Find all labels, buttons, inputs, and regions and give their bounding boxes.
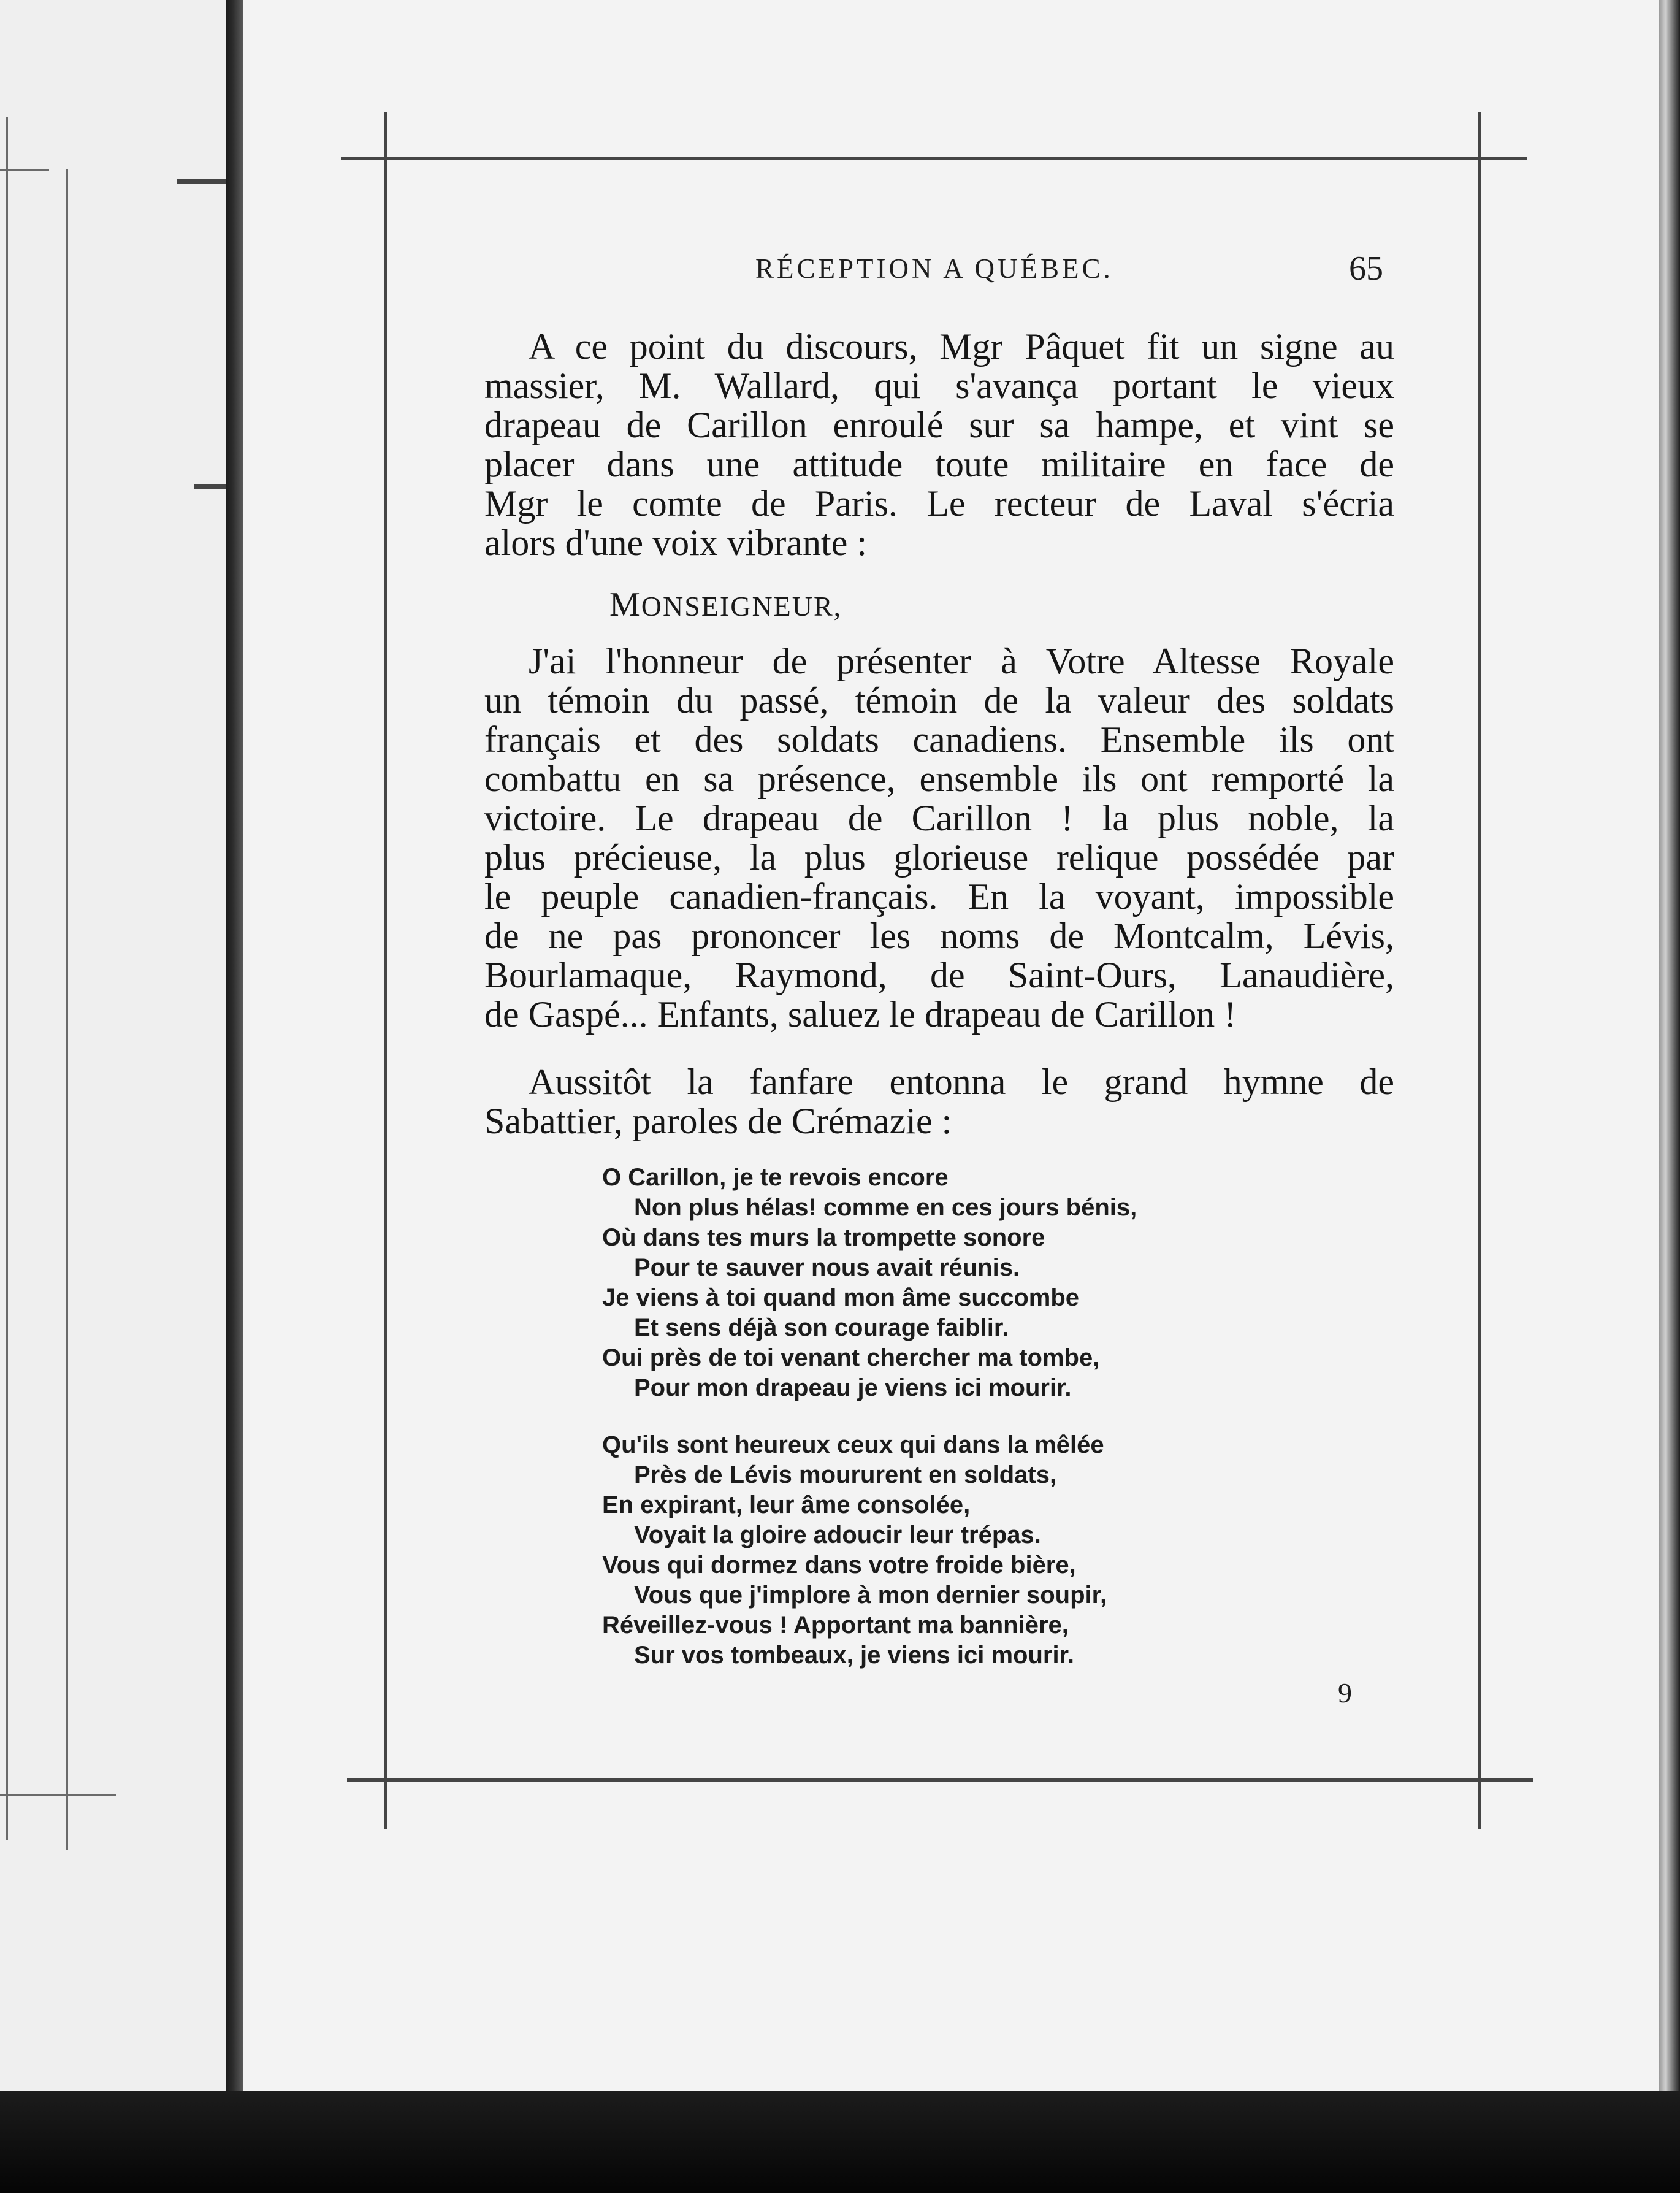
text-line: Aussitôt la fanfare entonna le grand hymne de (529, 1062, 1394, 1102)
paragraph-intro (484, 327, 1394, 562)
page-number: 65 (1349, 250, 1383, 288)
poem-verse: Sur vos tombeaux, je viens ici mourir. (634, 1642, 1075, 1669)
left-page-border (66, 169, 68, 1850)
left-page-border (0, 169, 49, 171)
frame-top-rule (341, 157, 1527, 160)
poem-verse: Voyait la gloire adoucir leur trépas. (634, 1521, 1041, 1548)
right-page (243, 0, 1659, 2091)
scan-bottom-edge (0, 2091, 1680, 2193)
poem-verse: En expirant, leur âme consolée, (602, 1491, 971, 1518)
text-line: placer dans une attitude toute militaire en face de (484, 444, 1394, 484)
left-page-border (6, 117, 8, 1840)
text-line: drapeau de Carillon enroulé sur sa hampe, et vint se (484, 405, 1394, 445)
paragraph-anthem (484, 1062, 1394, 1141)
poem-stanza-2 (602, 1430, 1107, 1671)
text-line: J'ai l'honneur de présenter à Votre Altesse Royale (529, 641, 1394, 681)
text-line: de ne pas prononcer les noms de Montcalm, Lévis, (484, 916, 1394, 956)
text-line: Bourlamaque, Raymond, de Saint-Ours, Lanaudière, (484, 955, 1394, 995)
running-head: RÉCEPTION A QUÉBEC. (755, 253, 1113, 284)
binding-thread (194, 484, 226, 489)
salutation-rest: ONSEIGNEUR, (641, 591, 842, 622)
poem-verse: Non plus hélas! comme en ces jours bénis, (634, 1194, 1137, 1221)
book-spine (226, 0, 243, 2091)
text-line: victoire. Le drapeau de Carillon ! la plus noble, la (484, 798, 1394, 838)
poem-verse: Je viens à toi quand mon âme succombe (602, 1284, 1080, 1311)
text-line: le peuple canadien-français. En la voyant, impossible (484, 876, 1394, 917)
paragraph-speech (484, 641, 1394, 1034)
poem-verse: Et sens déjà son courage faiblir. (634, 1314, 1009, 1341)
text-line: combattu en sa présence, ensemble ils ont remporté la (484, 759, 1394, 799)
poem-verse: Pour mon drapeau je viens ici mourir. (634, 1374, 1072, 1401)
poem-verse: Réveillez-vous ! Apportant ma bannière, (602, 1612, 1069, 1639)
text-line: Sabattier, paroles de Crémazie : (484, 1101, 952, 1141)
poem-verse: O Carillon, je te revois encore (602, 1164, 949, 1191)
text-line: français et des soldats canadiens. Ensemble ils ont (484, 719, 1394, 760)
salutation (609, 585, 842, 624)
poem-verse: Près de Lévis moururent en soldats, (634, 1461, 1057, 1488)
binding-thread (177, 179, 226, 184)
poem-verse: Qu'ils sont heureux ceux qui dans la mêlée (602, 1431, 1104, 1458)
text-line: A ce point du discours, Mgr Pâquet fit un signe au (529, 326, 1394, 367)
poem-verse: Vous qui dormez dans votre froide bière, (602, 1552, 1076, 1579)
text-line: Mgr le comte de Paris. Le recteur de Laval s'écria (484, 483, 1394, 524)
text-line: un témoin du passé, témoin de la valeur des soldats (484, 680, 1394, 721)
signature-mark: 9 (1338, 1677, 1352, 1709)
poem-verse: Vous que j'implore à mon dernier soupir, (634, 1582, 1107, 1609)
left-page (0, 0, 227, 2091)
text-line: plus précieuse, la plus glorieuse relique possédée par (484, 837, 1394, 878)
poem-verse: Oui près de toi venant chercher ma tombe, (602, 1344, 1100, 1371)
poem-stanza-1 (602, 1163, 1137, 1403)
frame-left-rule (384, 112, 387, 1829)
frame-right-rule (1478, 112, 1481, 1829)
salutation-initial: M (609, 586, 641, 624)
frame-bottom-rule (347, 1778, 1533, 1782)
page-edge (1659, 0, 1680, 2091)
text-line: de Gaspé... Enfants, saluez le drapeau de Carillon ! (484, 994, 1237, 1035)
text-line: massier, M. Wallard, qui s'avança portant le vieux (484, 366, 1394, 406)
left-page-border (0, 1794, 116, 1796)
poem-verse: Pour te sauver nous avait réunis. (634, 1254, 1020, 1281)
poem-verse: Où dans tes murs la trompette sonore (602, 1224, 1045, 1251)
text-line: alors d'une voix vibrante : (484, 522, 867, 563)
